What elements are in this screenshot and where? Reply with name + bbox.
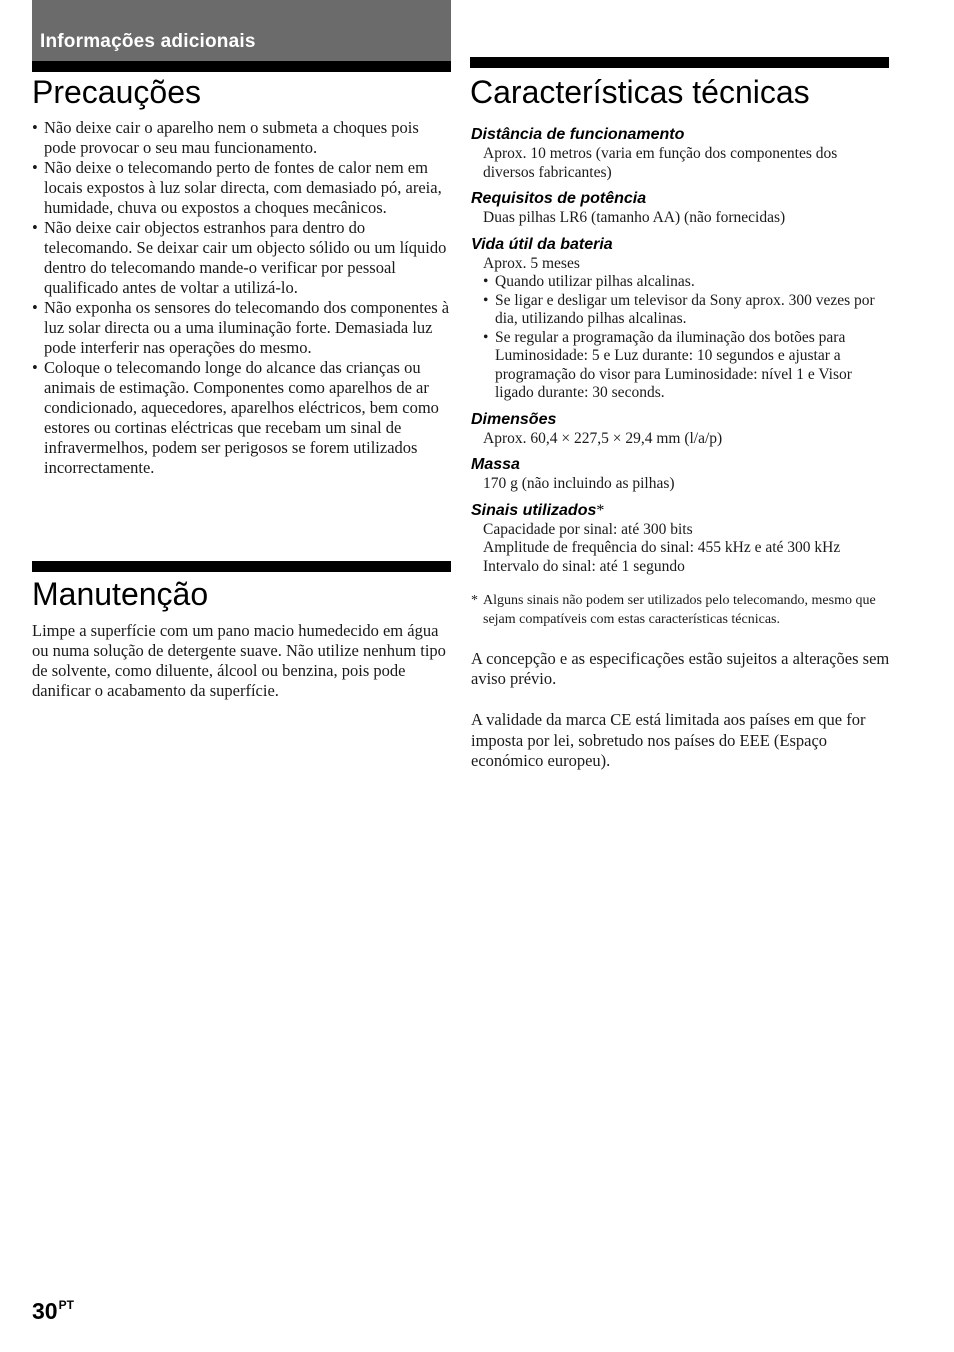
list-item: • Não deixe o telecomando perto de fontes de calor nem em locais expostos à luz solar directa, com demasiado pó, areia, humidade, chuva ou expostos a choques mecânicos. xyxy=(32,158,452,218)
specs-title: Características técnicas xyxy=(470,74,810,110)
footnote-text: Alguns sinais não podem ser utilizados pelo telecomando, mesmo que sejam compatíveis com estas características técnicas. xyxy=(483,593,876,627)
page-number-suffix: PT xyxy=(58,1298,74,1312)
spec-body-distance xyxy=(471,145,891,182)
heading-rule xyxy=(32,561,451,572)
list-item: • Se ligar e desligar um televisor da Sony aprox. 300 vezes por dia, utilizando pilhas alcalinas. xyxy=(483,292,891,329)
list-item: • Não deixe cair o aparelho nem o submeta a choques pois pode provocar o seu mau funcionamento. xyxy=(32,118,452,158)
spec-heading-signals xyxy=(471,501,891,521)
battery-conditions xyxy=(483,273,891,403)
list-item: • Coloque o telecomando longe do alcance das crianças ou animais de estimação. Componentes como aparelhos de ar condicionado, aquecedores, aparelhos eléctricos, bem como estores ou cortinas eléctricas que recebam um sinal de infravermelhos, podem ser perigosos se forem utilizados incorrectamente. xyxy=(32,358,452,478)
maintenance-text: Limpe a superfície com um pano macio humedecido em água ou numa solução de detergente suave. Não utilize nenhum tipo de solvente, como diluente, álcool ou benzina, pois pode danificar o acabamento da superfície. xyxy=(32,621,446,700)
spec-value: Aprox. 60,4 × 227,5 × 29,4 mm (l/a/p) xyxy=(483,429,723,447)
section-tab xyxy=(32,0,451,61)
spec-value: Duas pilhas LR6 (tamanho AA) (não fornecidas) xyxy=(483,209,786,226)
precautions-title: Precauções xyxy=(32,74,201,110)
footnote xyxy=(471,592,891,629)
footnote-marker: * xyxy=(596,501,605,519)
spec-heading-battery: Vida útil da bateria xyxy=(471,235,613,253)
spec-body-battery xyxy=(471,255,891,403)
notice-specs-change: A concepção e as especificações estão sujeitos a alterações sem aviso prévio. xyxy=(471,649,890,688)
page-number xyxy=(32,1298,74,1325)
specs-list xyxy=(471,125,891,772)
list-item: • Quando utilizar pilhas alcalinas. xyxy=(483,273,891,292)
list-item: • Não exponha os sensores do telecomando dos componentes à luz solar directa ou a uma iluminação forte. Demasiada luz pode interferir nas operações do mesmo. xyxy=(32,298,452,358)
heading-rule xyxy=(32,61,451,72)
spec-heading-power: Requisitos de potência xyxy=(471,190,647,207)
footnote-mark: * xyxy=(471,593,478,608)
spec-body-power xyxy=(471,209,891,228)
spec-heading-mass: Massa xyxy=(471,456,520,473)
notice-ce-mark: A validade da marca CE está limitada aos países em que for imposta por lei, sobretudo nos países do EEE (Espaço económico europeu). xyxy=(471,710,866,770)
spec-value: Aprox. 10 metros (varia em função dos componentes dos diversos fabricantes) xyxy=(483,145,838,181)
maintenance-body xyxy=(32,621,452,701)
spec-value: 170 g (não incluindo as pilhas) xyxy=(483,475,675,492)
spec-heading-dimensions: Dimensões xyxy=(471,410,557,428)
spec-body-mass xyxy=(471,475,891,494)
heading-rule xyxy=(470,57,889,68)
spec-body-signals xyxy=(471,521,891,577)
precautions-list xyxy=(32,118,452,478)
section-label: Informações adicionais xyxy=(40,31,256,52)
spec-value: Intervalo do sinal: até 1 segundo xyxy=(483,557,685,575)
spec-heading-signals-text: Sinais utilizados xyxy=(471,501,597,519)
spec-body-dimensions xyxy=(471,430,891,449)
page-number-value: 30 xyxy=(32,1298,58,1324)
spec-value: Amplitude de frequência do sinal: 455 kHz e até 300 kHz xyxy=(483,539,841,556)
maintenance-title: Manutenção xyxy=(32,576,209,612)
precautions-list-container xyxy=(32,118,452,478)
list-item: • Não deixe cair objectos estranhos para dentro do telecomando. Se deixar cair um objecto sólido ou um líquido dentro do telecomando mande-o verificar por pessoal qualificado antes de voltar a utilizá-lo. xyxy=(32,218,452,298)
spec-value: Aprox. 5 meses xyxy=(483,254,580,272)
spec-heading-distance: Distância de funcionamento xyxy=(471,126,685,143)
spec-value: Capacidade por sinal: até 300 bits xyxy=(483,520,693,538)
list-item: • Se regular a programação da iluminação dos botões para Luminosidade: 5 e Luz durante: 10 segundos e ajustar a programação do visor para Luminosidade: nível 1 e Visor ligado durante: 30 seconds. xyxy=(483,329,891,403)
